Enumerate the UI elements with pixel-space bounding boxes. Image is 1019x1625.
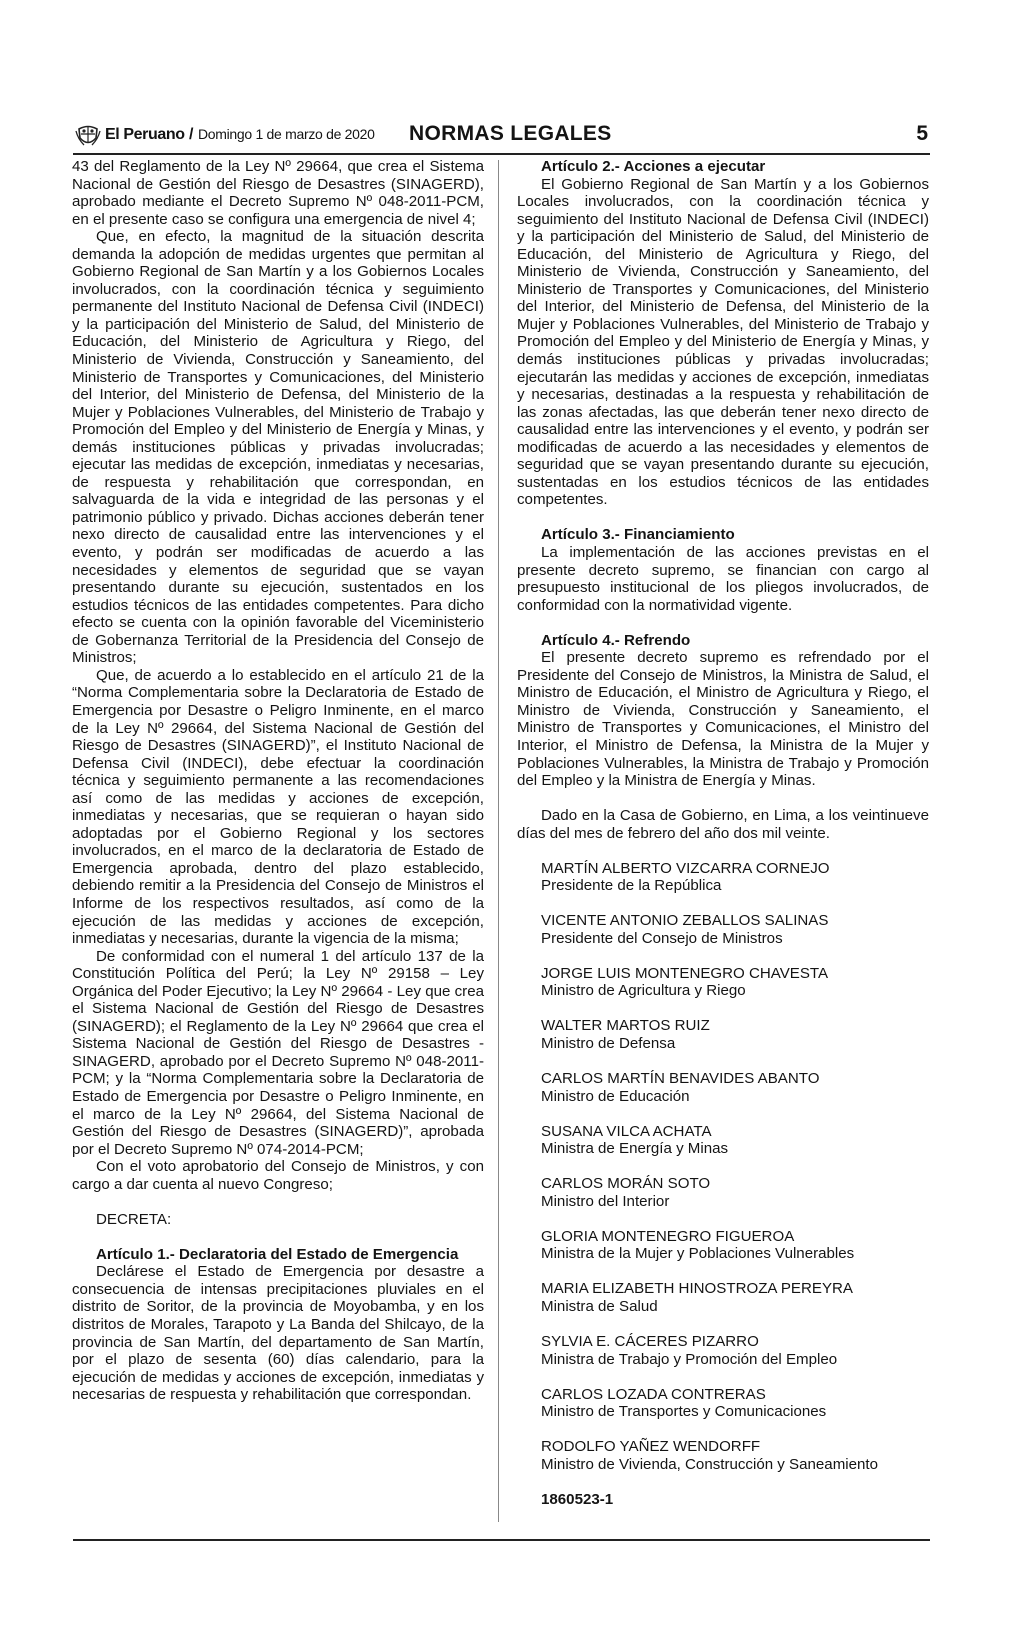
signatory-role: Ministra de la Mujer y Poblaciones Vulnerables: [541, 1245, 855, 1263]
left-column: [72, 158, 484, 1404]
right-column: [517, 158, 929, 1508]
signatory-role: Ministro de Agricultura y Riego: [541, 982, 746, 1000]
signatory-name: MARIA ELIZABETH HINOSTROZA PEREYRA: [541, 1280, 854, 1298]
article-3-body: La implementación de las acciones previstas en el presente decreto supremo, se financian con cargo al presupuesto institucional de los pliegos involucrados, de conformidad con la normatividad vigente.: [517, 543, 929, 614]
signatory: [517, 1386, 929, 1421]
paragraph: Con el voto aprobatorio del Consejo de Ministros, y con cargo a dar cuenta al nuevo Congreso;: [72, 1158, 484, 1193]
signatory-role: Ministro de Transportes y Comunicaciones: [541, 1403, 827, 1421]
signatory-role: Presidente del Consejo de Ministros: [541, 929, 783, 947]
header-separator: /: [189, 126, 194, 143]
article-4-title: Artículo 4.- Refrendo: [541, 631, 691, 649]
footer-rule: [73, 1539, 930, 1541]
signatory: [517, 1070, 929, 1105]
signatory-role: Ministro de Vivienda, Construcción y Saneamiento: [541, 1455, 878, 1473]
signatory-name: SYLVIA E. CÁCERES PIZARRO: [541, 1333, 759, 1351]
signatory: [517, 1280, 929, 1315]
publication-name: El Peruano: [105, 126, 185, 143]
signatory-name: CARLOS MARTÍN BENAVIDES ABANTO: [541, 1070, 820, 1088]
signatory: [517, 1017, 929, 1052]
page-number: 5: [916, 122, 928, 145]
decreta-heading: DECRETA:: [96, 1210, 172, 1228]
paragraph: Que, en efecto, la magnitud de la situación descrita demanda la adopción de medidas urgentes que permitan al Gobierno Regional de San Martín y a los Gobiernos Locales involucrados, con la coordinación técnica y seguimiento permanente del Instituto Nacional de Defensa Civil (INDECI) y la participación del Ministerio de Salud, del Ministerio de Educación, del Ministerio de Agricultura y Riego, del Ministerio de Vivienda, Construcción y Saneamiento, del Ministerio de Transportes y Comunicaciones, del Ministerio del Interior, del Ministerio de Defensa, del Ministerio de la Mujer y Poblaciones Vulnerables, del Ministerio de Trabajo y Promoción del Empleo y del Ministerio de Energía y Minas, y demás instituciones públicas y privadas involucradas; ejecutar las medidas de excepción, inmediatas y necesarias, de respuesta y rehabilitación que correspondan, en salvaguarda de la vida e integridad de las personas y el patrimonio público y privado. Dichas acciones deberán tener nexo directo de causalidad entre las intervenciones y el evento, y podrán ser modificadas de acuerdo a las necesidades y elementos de seguridad que se vayan presentando durante su ejecución, sustentados en los estudios técnicos de las entidades competentes. Para dicho efecto se cuenta con la opinión favorable del Viceministerio de Gobernanza Territorial de la Presidencia del Consejo de Ministros;: [72, 228, 484, 667]
column-divider: [498, 160, 499, 1522]
signatory-name: VICENTE ANTONIO ZEBALLOS SALINAS: [541, 912, 829, 930]
document-code: 1860523-1: [541, 1490, 614, 1508]
signatory: [517, 912, 929, 947]
signatory-name: MARTÍN ALBERTO VIZCARRA CORNEJO: [541, 859, 830, 877]
article-2-body: El Gobierno Regional de San Martín y a los Gobiernos Locales involucrados, con la coordinación técnica y seguimiento del Instituto Nacional de Defensa Civil (INDECI) y la participación del Ministerio de Salud, del Ministerio de Educación, del Ministerio de Agricultura y Riego, del Ministerio de Vivienda, Construcción y Saneamiento, del Ministerio de Transportes y Comunicaciones, del Ministerio del Interior, del Ministerio de Defensa, del Ministerio de la Mujer y Poblaciones Vulnerables, del Ministerio de Trabajo y Promoción del Empleo y del Ministerio de Energía y Minas, y demás instituciones públicas y privadas involucradas; ejecutarán las medidas y acciones de excepción, inmediatas y necesarias, destinadas a la respuesta y rehabilitación de las zonas afectadas, las que deberán tener nexo directo de causalidad entre las intervenciones y el evento, y podrán ser modificadas de acuerdo a las necesidades y elementos de seguridad que se vayan presentando durante su ejecución, sustentadas en los estudios técnicos de las entidades competentes.: [517, 175, 929, 509]
paragraph: Que, de acuerdo a lo establecido en el artículo 21 de la “Norma Complementaria sobre la Declaratoria de Estado de Emergencia por Desastre o Peligro Inminente, en el marco de la Ley Nº 29664, del Sistema Nacional de Gestión del Riesgo de Desastres (SINAGERD)”, el Instituto Nacional de Defensa Civil (INDECI), debe efectuar la coordinación técnica y seguimiento permanente a las recomendaciones así como de las medidas y acciones de excepción, inmediatas y necesarias, que se requieran o hayan sido adoptadas por el Gobierno Regional y los sectores involucrados, en el marco de la declaratoria de Estado de Emergencia aprobada, dentro del plazo establecido, debiendo remitir a la Presidencia del Consejo de Ministros el Informe de los respectivos resultados, así como de la ejecución de las medidas y acciones de excepción, inmediatas y necesarias, durante la vigencia de la misma;: [72, 666, 484, 948]
signatory: [517, 860, 929, 895]
page-header: [73, 121, 930, 155]
signatory-role: Ministro de Defensa: [541, 1035, 676, 1053]
signatory: [517, 965, 929, 1000]
signatory-name: GLORIA MONTENEGRO FIGUEROA: [541, 1227, 795, 1245]
section-title: NORMAS LEGALES: [409, 122, 612, 145]
article-1-title: Artículo 1.- Declaratoria del Estado de Emergencia: [96, 1245, 459, 1263]
signatory-name: SUSANA VILCA ACHATA: [541, 1122, 712, 1140]
header-masthead: [105, 126, 375, 144]
signatory: [517, 1333, 929, 1368]
signatory-role: Ministro del Interior: [541, 1192, 670, 1210]
signatories-list: [517, 860, 929, 1474]
coat-of-arms-icon: [75, 123, 101, 149]
article-2-title: Artículo 2.- Acciones a ejecutar: [541, 158, 766, 175]
header-rule: [73, 153, 930, 155]
paragraph: De conformidad con el numeral 1 del artículo 137 de la Constitución Política del Perú; la Ley Nº 29158 – Ley Orgánica del Poder Ejecutivo; la Ley Nº 29664 - Ley que crea el Sistema Nacional de Gestión del Riesgo de Desastres (SINAGERD); el Reglamento de la Ley Nº 29664 que crea el Sistema Nacional de Gestión del Riesgo de Desastres -SINAGERD, aprobado por el Decreto Supremo Nº 048-2011-PCM; y la “Norma Complementaria sobre la Declaratoria de Estado de Emergencia por Desastre o Peligro Inminente, en el marco de la Ley Nº 29664, del Sistema Nacional de Gestión del Riesgo de Desastres (SINAGERD)”, aprobada por el Decreto Supremo Nº 074-2014-PCM;: [72, 947, 484, 1158]
article-4-body: El presente decreto supremo es refrendado por el Presidente del Consejo de Ministros, la Ministra de Salud, el Ministro de Educación, el Ministro de Agricultura y Riego, el Ministro de Vivienda, Construcción y Saneamiento, el Ministro de Transportes y Comunicaciones, el Ministro del Interior, el Ministro de Defensa, la Ministra de la Mujer y Poblaciones Vulnerables, la Ministra de Trabajo y Promoción del Empleo y la Ministra de Energía y Minas.: [517, 649, 929, 790]
signatory-name: WALTER MARTOS RUIZ: [541, 1017, 710, 1035]
paragraph: 43 del Reglamento de la Ley Nº 29664, que crea el Sistema Nacional de Gestión del Riesgo de Desastres (SINAGERD), aprobado mediante el Decreto Supremo Nº 048-2011-PCM, en el presente caso se configura una emergencia de nivel 4;: [72, 158, 484, 228]
signatory-name: RODOLFO YAÑEZ WENDORFF: [541, 1438, 761, 1456]
closing-paragraph: Dado en la Casa de Gobierno, en Lima, a los veintinueve días del mes de febrero del año dos mil veinte.: [517, 807, 929, 842]
article-3-title: Artículo 3.- Financiamiento: [541, 526, 735, 544]
signatory-role: Ministra de Salud: [541, 1297, 658, 1315]
signatory: [517, 1438, 929, 1473]
signatory-role: Ministro de Educación: [541, 1087, 690, 1105]
signatory-name: CARLOS LOZADA CONTRERAS: [541, 1385, 766, 1403]
signatory-role: Ministra de Energía y Minas: [541, 1140, 729, 1158]
signatory-role: Ministra de Trabajo y Promoción del Empleo: [541, 1350, 838, 1368]
signatory: [517, 1123, 929, 1158]
signatory-role: Presidente de la República: [541, 877, 722, 895]
signatory-name: CARLOS MORÁN SOTO: [541, 1175, 711, 1193]
signatory: [517, 1228, 929, 1263]
publication-date: Domingo 1 de marzo de 2020: [197, 126, 375, 142]
article-1-body: Declárese el Estado de Emergencia por desastre a consecuencia de intensas precipitaciones pluviales en el distrito de Soritor, de la provincia de Moyobamba, y en los distritos de Morales, Tarapoto y La Banda del Shilcayo, de la provincia de San Martín, del departamento de San Martín, por el plazo de sesenta (60) días calendario, para la ejecución de medidas y acciones de excepción, inmediatas y necesarias de respuesta y rehabilitación que correspondan.: [72, 1263, 484, 1404]
signatory-name: JORGE LUIS MONTENEGRO CHAVESTA: [541, 964, 829, 982]
signatory: [517, 1175, 929, 1210]
